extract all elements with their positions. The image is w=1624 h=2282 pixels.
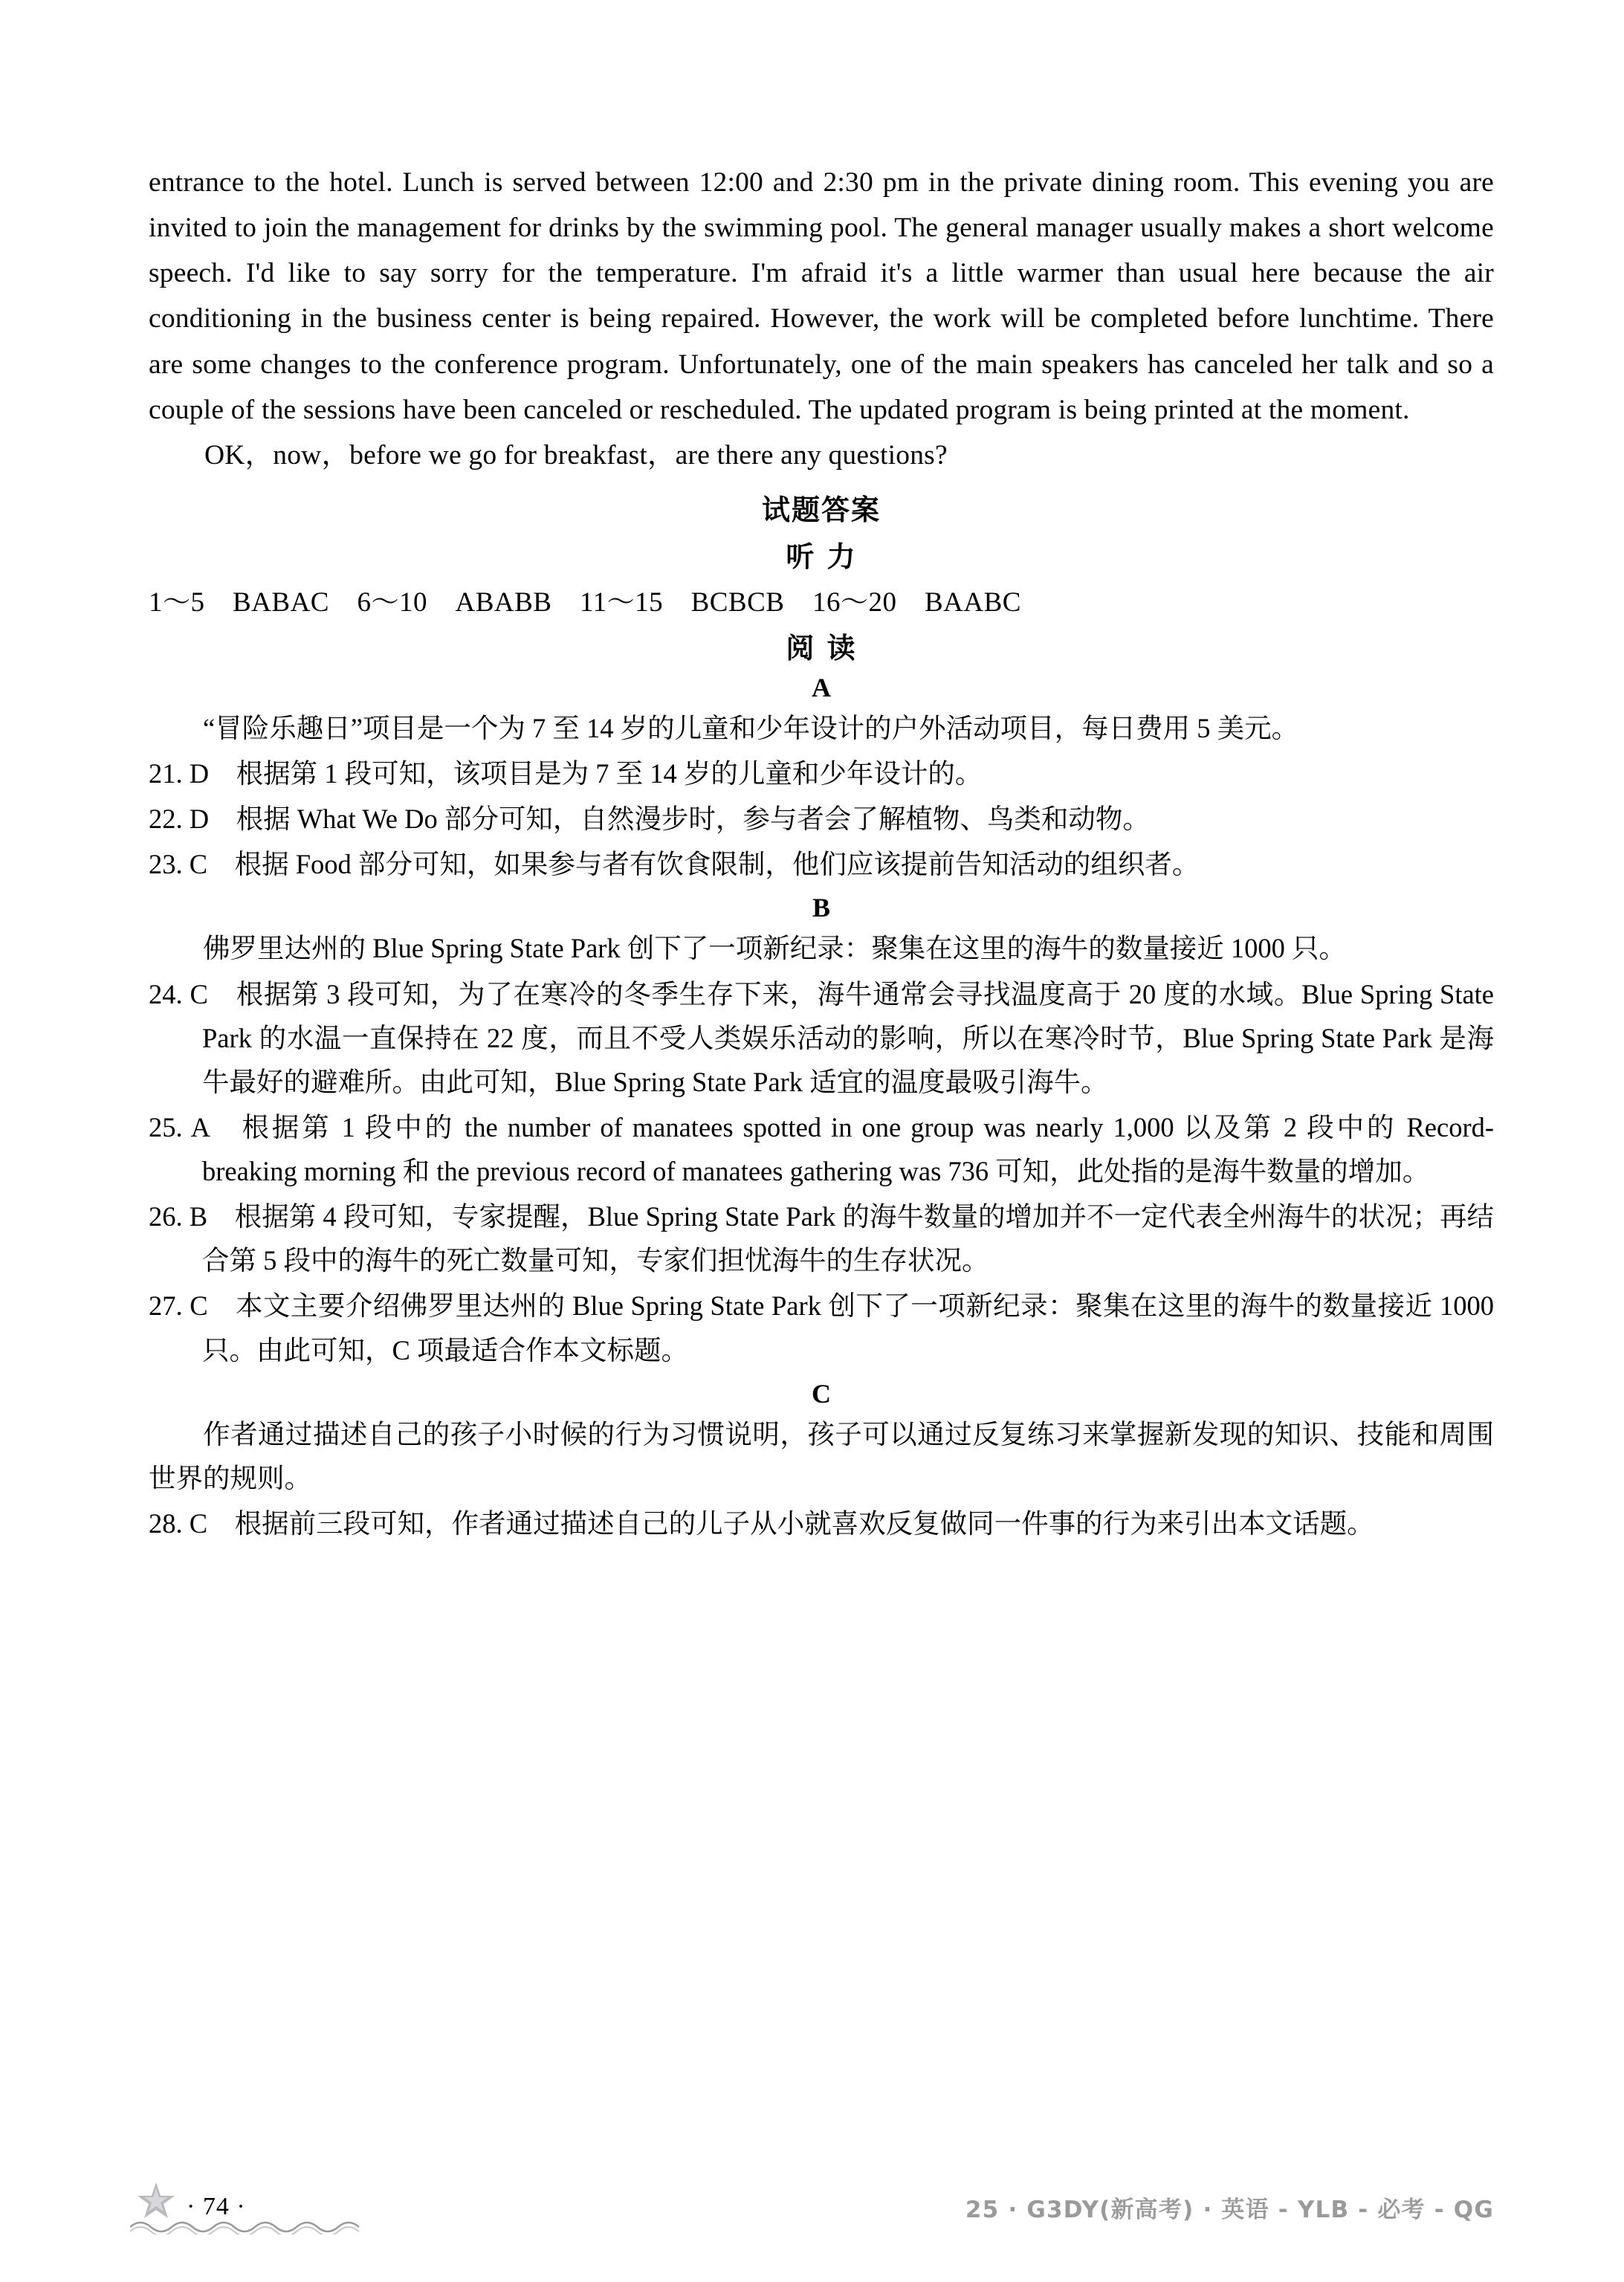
footer-squiggle-decoration xyxy=(130,2217,360,2234)
answer-item-28: 28. C 根据前三段可知，作者通过描述自己的儿子从小就喜欢反复做同一件事的行为来引出本文话题。 xyxy=(149,1507,1374,1539)
section-letter-b: B xyxy=(812,893,830,923)
section-letter-c: C xyxy=(812,1378,831,1409)
listening-script-paragraph: entrance to the hotel. Lunch is served between 12:00 and 2:30 pm in the private dining room. This evening you are invited to join the management for drinks by the swimming pool. The general manager usually makes a short welcome speech. I'd like to say sorry for the temperature. I'm afraid it's a little warmer than usual here because the air conditioning in the business center is being repaired. However, the work will be completed before lunchtime. There are some changes to the conference program. Unfortunately, one of the main speakers has canceled her talk and so a couple of the sessions have been canceled or rescheduled. The updated program is being printed at the moment. xyxy=(149,167,1494,425)
answer-item-25: 25. A 根据第 1 段中的 the number of manatees spotted in one group was nearly 1,000 以及第 2 段中的 Record-breaking morning 和 the previous record of manatees gathering was 736 可知，此处指的是海牛数量的增加。 xyxy=(149,1111,1494,1186)
section-a-summary: “冒险乐趣日”项目是一个为 7 至 14 岁的儿童和少年设计的户外活动项目，每日费用 5 美元。 xyxy=(203,712,1299,743)
listening-section-heading: 听 力 xyxy=(786,540,857,573)
answer-item-22: 22. D 根据 What We Do 部分可知，自然漫步时，参与者会了解植物、鸟类和动物。 xyxy=(149,804,1150,835)
answer-item-23: 23. C 根据 Food 部分可知，如果参与者有饮食限制，他们应该提前告知活动的组织者。 xyxy=(149,849,1200,880)
section-b-summary: 佛罗里达州的 Blue Spring State Park 创下了一项新纪录：聚集在这里的海牛的数量接近 1000 只。 xyxy=(203,933,1347,964)
answers-title: 试题答案 xyxy=(761,493,881,526)
answer-item-27: 27. C 本文主要介绍佛罗里达州的 Blue Spring State Park 创下了一项新纪录：聚集在这里的海牛的数量接近 1000 只。由此可知，C 项最适合作本文标题。 xyxy=(149,1290,1494,1365)
reading-section-heading: 阅 读 xyxy=(786,631,857,665)
listening-script-closing: OK，now，before we go for breakfast，are there any questions? xyxy=(204,439,948,471)
section-c-summary: 作者通过描述自己的孩子小时候的行为习惯说明，孩子可以通过反复练习来掌握新发现的知识、技能和周围世界的规则。 xyxy=(149,1418,1494,1493)
footer-document-code: 25 · G3DY(新高考) · 英语 - YLB - 必考 - QG xyxy=(965,2197,1494,2223)
section-letter-a: A xyxy=(812,672,831,702)
page-footer xyxy=(0,2168,1624,2234)
listening-answers: 1～5 BABAC 6～10 ABABB 11～15 BCBCB 16～20 BAABC xyxy=(149,586,1021,618)
page-number: · 74 · xyxy=(187,2193,246,2220)
answer-item-26: 26. B 根据第 4 段可知，专家提醒，Blue Spring State Park 的海牛数量的增加并不一定代表全州海牛的状况；再结合第 5 段中的海牛的死亡数量可知，专家们担忧海牛的生存状况。 xyxy=(149,1201,1494,1276)
answer-item-24: 24. C 根据第 3 段可知，为了在寒冷的冬季生存下来，海牛通常会寻找温度高于 20 度的水域。Blue Spring State Park 的水温一直保持在 22 度，而且不受人类娱乐活动的影响，所以在寒冷时节，Blue Spring State Park 是海牛最好的避难所。由此可知，Blue Spring State Park 适宜的温度最吸引海牛。 xyxy=(149,978,1494,1097)
answer-item-21: 21. D 根据第 1 段可知，该项目是为 7 至 14 岁的儿童和少年设计的。 xyxy=(149,758,983,789)
